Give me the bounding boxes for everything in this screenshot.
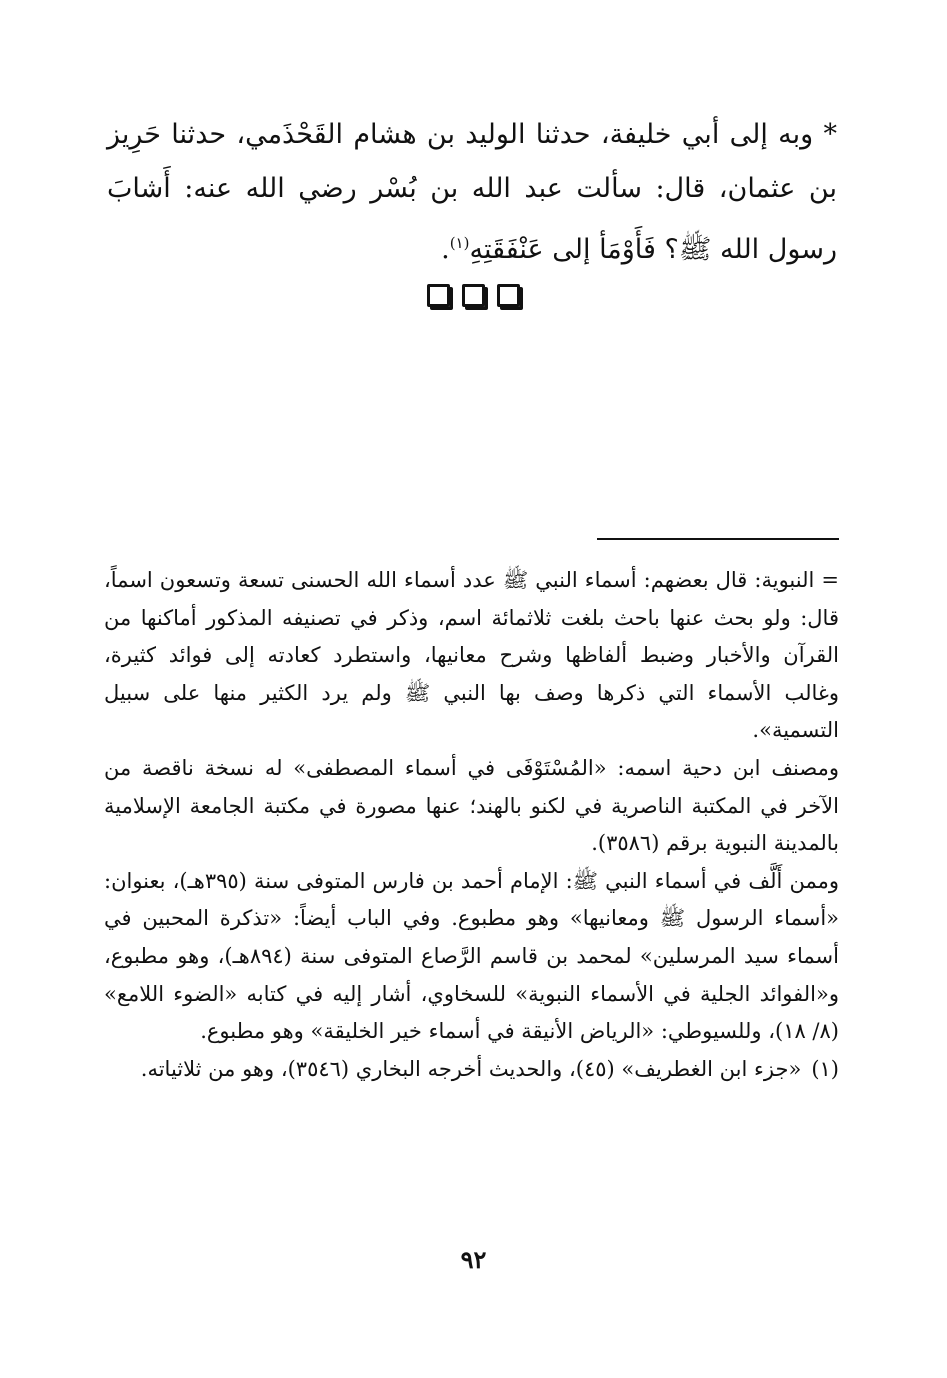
footnote-continuation-paragraph: = النبوية: قال بعضهم: أسماء النبي ﷺ عدد أسماء الله الحسنى تسعة وتسعون اسماً، قال: ولو بحث عنها باحث بلغت ثلاثمائة اسم، وذكر في تصنيفه المذكور أماكنها من القرآن والأخبار وضبط ألفاظها وشرح معانيها، واستطرد كعادته إلى فوائد كثيرة، وغالب الأسماء التي ذكرها وصف بها النبي ﷺ ولم يرد الكثير منها على سبيل التسمية». bbox=[104, 568, 839, 743]
footnotes-block bbox=[104, 562, 839, 1088]
hadith-paragraph bbox=[107, 108, 837, 277]
square-ornament-icon bbox=[427, 284, 450, 307]
main-text-block bbox=[107, 108, 837, 277]
hadith-text: * وبه إلى أبي خليفة، حدثنا الوليد بن هشام القَحْذَمي، حدثنا حَرِيز بن عثمان، قال: سألت عبد الله بن بُسْر رضي الله عنه: أَشابَ رسول الله ﷺ؟ فَأَوْمَأ إلى عَنْفَقَتِهِ bbox=[107, 119, 837, 265]
square-ornament-icon bbox=[497, 284, 520, 307]
footnote-1-text: «جزء ابن الغطريف» (٤٥)، والحديث أخرجه البخاري (٣٥٤٦)، وهو من ثلاثياته. bbox=[140, 1056, 802, 1081]
square-ornament-icon bbox=[462, 284, 485, 307]
footnote-1-marker: (١) bbox=[811, 1056, 839, 1081]
hadith-end: . bbox=[441, 234, 450, 265]
footnote-reference: (١) bbox=[449, 234, 470, 252]
footnote-continuation-paragraph: وممن أَلَّف في أسماء النبي ﷺ: الإمام أحمد بن فارس المتوفى سنة (٣٩٥هـ)، بعنوان: «أسماء الرسول ﷺ ومعانيها» وهو مطبوع. وفي الباب أيضاً: «تذكرة المحبين في أسماء سيد المرسلين» لمحمد بن قاسم الرَّصاع المتوفى سنة (٨٩٤هـ)، وهو مطبوع، و«الفوائد الجلية في الأسماء النبوية» للسخاوي، أشار إليه في كتابه «الضوء اللامع» (٨/ ١٨)، وللسيوطي: «الرياض الأنيقة في أسماء خير الخليقة» وهو مطبوع. bbox=[104, 868, 839, 1044]
page-number: ٩٢ bbox=[460, 1245, 487, 1274]
footnote-1 bbox=[104, 1051, 839, 1089]
footnote-continuation-paragraph: ومصنف ابن دحية اسمه: «المُسْتَوْفَى في أسماء المصطفى» له نسخة ناقصة من الآخر في المكتبة الناصرية في لكنو بالهند؛ عنها مصورة في مكتبة الجامعة الإسلامية بالمدينة النبوية برقم (٣٥٨٦). bbox=[104, 755, 839, 856]
footnote-divider bbox=[597, 538, 839, 540]
section-separator bbox=[0, 284, 947, 307]
